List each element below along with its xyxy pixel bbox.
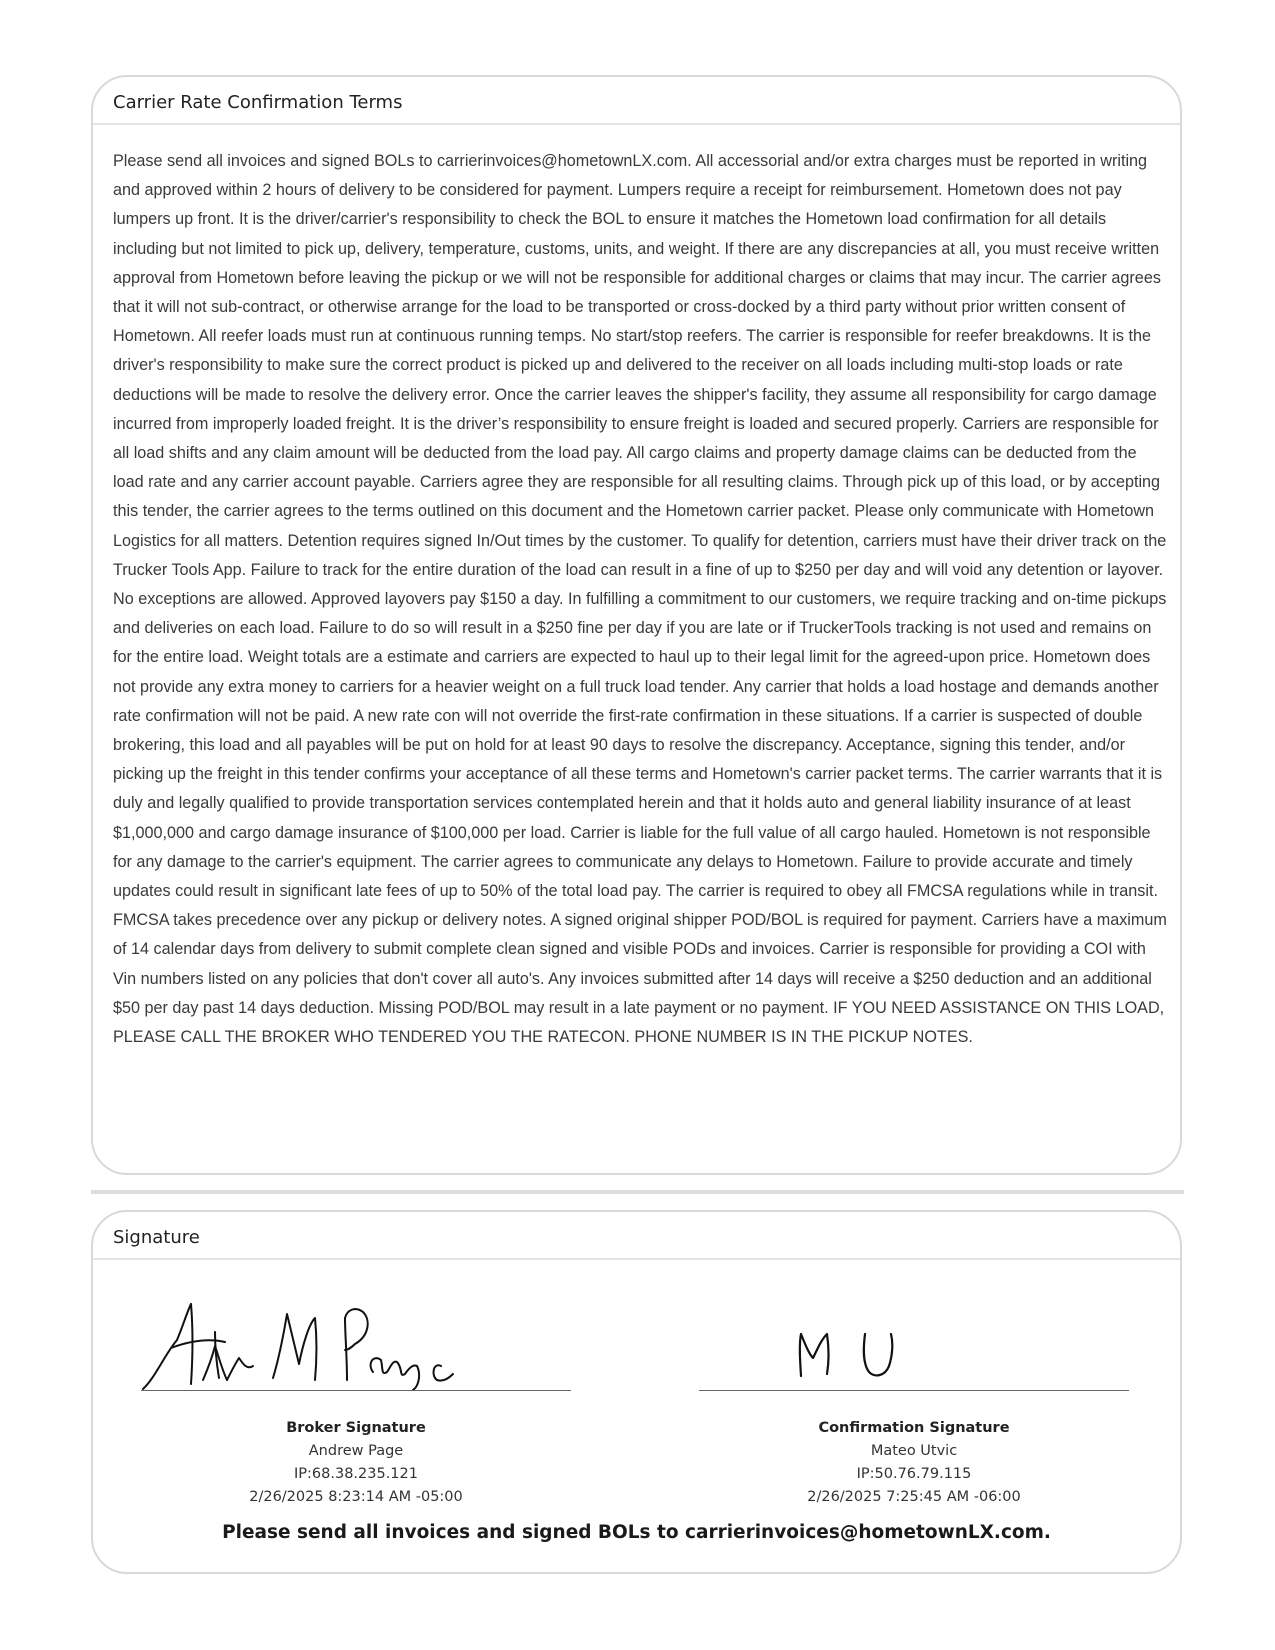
confirmation-ip: IP:50.76.79.115 bbox=[856, 1466, 972, 1482]
broker-signature-label: Broker Signature bbox=[286, 1420, 426, 1436]
broker-name: Andrew Page bbox=[308, 1443, 404, 1459]
terms-card-header bbox=[93, 77, 1180, 125]
confirmation-signature-label: Confirmation Signature bbox=[818, 1420, 1010, 1436]
confirmation-timestamp: 2/26/2025 7:25:45 AM -06:00 bbox=[807, 1489, 1021, 1505]
confirmation-signature-drawing bbox=[699, 1292, 1129, 1390]
confirmation-signature-line bbox=[699, 1390, 1129, 1391]
broker-timestamp: 2/26/2025 8:23:14 AM -05:00 bbox=[249, 1489, 463, 1505]
signature-card bbox=[91, 1210, 1182, 1574]
confirmation-name: Mateo Utvic bbox=[870, 1443, 958, 1459]
terms-title: Carrier Rate Confirmation Terms bbox=[113, 91, 403, 113]
terms-card bbox=[91, 75, 1182, 1175]
broker-signature-image bbox=[141, 1292, 571, 1390]
invoice-instructions-note: Please send all invoices and signed BOLs to carrierinvoices@hometownLX.com. bbox=[222, 1522, 1051, 1543]
broker-signature-drawing bbox=[141, 1292, 571, 1390]
confirmation-signature-block bbox=[699, 1292, 1129, 1509]
confirmation-signature-image bbox=[699, 1292, 1129, 1390]
broker-signature-block bbox=[141, 1292, 571, 1509]
terms-body: Please send all invoices and signed BOLs to carrierinvoices@hometownLX.com. All accessorial and/or extra charges must be reported in writing and approved within 2 hours of delivery to be considered for payment. Lumpers require a receipt for reimbursement. Hometown does not pay lumpers up front. It is the driver/carrier's responsibility to check the BOL to ensure it matches the Hometown load confirmation for all details including but not limited to pick up, delivery, temperature, customs, units, and weight. If there are any discrepancies at all, you must receive written approval from Hometown before leaving the pickup or we will not be responsible for additional charges or claims that may incur. The carrier agrees that it will not sub-contract, or otherwise arrange for the load to be transported or cross-docked by a third party without prior written consent of Hometown. All reefer loads must run at continuous running temps. No start/stop reefers. The carrier is responsible for reefer breakdowns. It is the driver's responsibility to make sure the correct product is picked up and delivered to the receiver on all loads including multi-stop loads or rate deductions will be made to resolve the delivery error. Once the carrier leaves the shipper's facility, they assume all responsibility for cargo damage incurred from improperly loaded freight. It is the driver’s responsibility to ensure freight is loaded and secured properly. Carriers are responsible for all load shifts and any claim amount will be deducted from the load pay. All cargo claims and property damage claims can be deducted from the load rate and any carrier account payable. Carriers agree they are responsible for all resulting claims. Through pick up of this load, or by accepting this tender, the carrier agrees to the terms outlined on this document and the Hometown carrier packet. Please only communicate with Hometown Logistics for all matters. Detention requires signed In/Out times by the customer. To qualify for detention, carriers must have their driver track on the Trucker Tools App. Failure to track for the entire duration of the load can result in a fine of up to $250 per day and will void any detention or layover. No exceptions are allowed. Approved layovers pay $150 a day. In fulfilling a commitment to our customers, we require tracking and on-time pickups and deliveries on each load. Failure to do so will result in a $250 fine per day if you are late or if TruckerTools tracking is not used and remains on for the entire load. Weight totals are a estimate and carriers are expected to haul up to their legal limit for the agreed-upon price. Hometown does not provide any extra money to carriers for a heavier weight on a full truck load tender. Any carrier that holds a load hostage and demands another rate confirmation will not be paid. A new rate con will not override the first-rate confirmation in these situations. If a carrier is suspected of double brokering, this load and all payables will be put on hold for at least 90 days to resolve the discrepancy. Acceptance, signing this tender, and/or picking up the freight in this tender confirms your acceptance of all these terms and Hometown's carrier packet terms. The carrier warrants that it is duly and legally qualified to provide transportation services contemplated herein and that it holds auto and general liability insurance of at least $1,000,000 and cargo damage insurance of $100,000 per load. Carrier is liable for the full value of all cargo hauled. Hometown is not responsible for any damage to the carrier's equipment. The carrier agrees to communicate any delays to Hometown. Failure to provide accurate and timely updates could result in significant late fees of up to 50% of the total load pay. The carrier is required to obey all FMCSA regulations while in transit. FMCSA takes precedence over any pickup or delivery notes. A signed original shipper POD/BOL is required for payment. Carriers have a maximum of 14 calendar days from delivery to submit complete clean signed and visible PODs and invoices. Carrier is responsible for providing a COI with Vin numbers listed on any policies that don't cover all auto's. Any invoices submitted after 14 days will receive a $250 deduction and an additional $50 per day past 14 days deduction. Missing POD/BOL may result in a late payment or no payment. IF YOU NEED ASSISTANCE ON THIS LOAD, PLEASE CALL THE BROKER WHO TENDERED YOU THE RATECON. PHONE NUMBER IS IN THE PICKUP NOTES. bbox=[113, 152, 1167, 1047]
signature-card-header bbox=[93, 1212, 1180, 1260]
broker-ip: IP:68.38.235.121 bbox=[294, 1466, 418, 1482]
broker-signature-line bbox=[141, 1390, 571, 1391]
section-divider bbox=[91, 1190, 1184, 1194]
signature-title: Signature bbox=[113, 1226, 200, 1248]
